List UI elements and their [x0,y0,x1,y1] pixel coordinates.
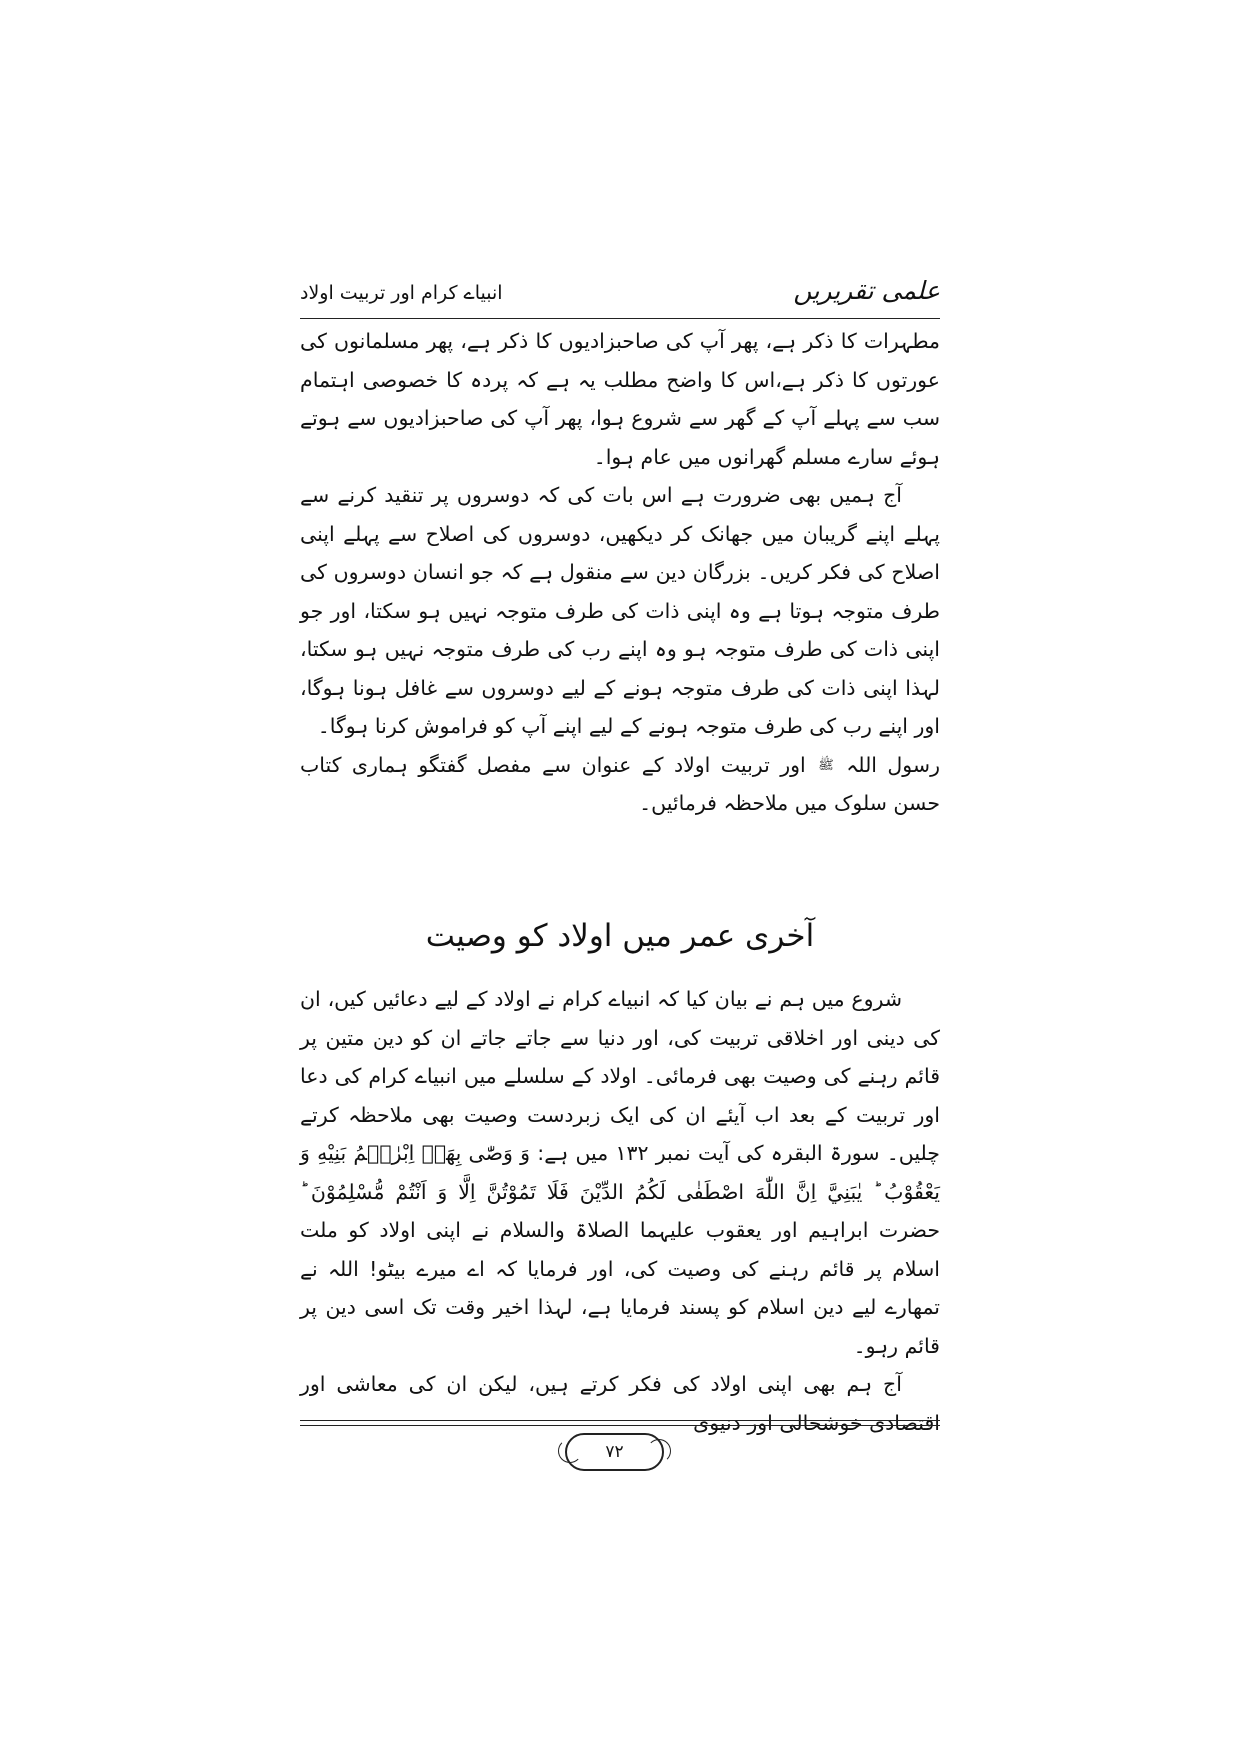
paragraph-text: اور تربیت اولاد کے عنوان سے مفصل گفتگو ہماری کتاب حسن سلوک میں ملاحظہ فرمائیں۔ [300,752,940,815]
footer-rules [300,1420,940,1430]
paragraph-text: رسول اللہ [846,752,940,777]
paragraph-text: حضرت ابراہیم اور یعقوب علیہما الصلاۃ والسلام نے اپنی اولاد کو ملت اسلام پر قائم رہنے کی وصیت کی، اور فرمایا کہ اے میرے بیٹو! اللہ نے تمھارے لیے دین اسلام کو پسند فرمایا ہے، لہذا اخیر وقت تک اسی دین پر قائم رہو۔ [300,1218,940,1358]
paragraph [300,746,940,823]
page-number: ۷۲ [605,1442,624,1462]
running-header [300,270,940,319]
paragraph-text: شروع میں ہم نے بیان کیا کہ انبیاے کرام نے اولاد کے لیے دعائیں کیں، ان کی دینی اور اخلاقی تربیت کی، اور دنیا سے جاتے جاتے ان کو دین متین پر قائم رہنے کی وصیت بھی فرمائی۔ اولاد کے سلسلے میں انبیاے کرام کی دعا اور تربیت کے بعد اب آیئے ان کی ایک زبردست وصیت بھی ملاحظہ کرتے چلیں۔ سورۃ البقرہ کی آیت نمبر ۱۳۲ میں ہے: [300,987,940,1165]
paragraph: مطہرات کا ذکر ہے، پھر آپ کی صاحبزادیوں کا ذکر ہے، پھر مسلمانوں کی عورتوں کا ذکر ہے،اس کا واضح مطلب یہ ہے کہ پردہ کا خصوصی اہتمام سب سے پہلے آپ کے گھر سے شروع ہوا، پھر آپ کی صاحبزادیوں سے ہوتے ہوئے سارے مسلم گھرانوں میں عام ہوا۔ [300,329,940,469]
paragraph [300,980,940,1365]
section-2-text [300,980,940,1442]
chapter-title: انبیاے کرام اور تربیت اولاد [300,282,503,304]
quran-verse: وَ وَصّٰى بِهَاۤ اِبْرٰهٖمُ بَنِيْهِ وَ يَعْقُوْبُ ؕ يٰبَنِيَّ اِنَّ اللّٰهَ اصْطَفٰى لَكُمُ الدِّيْنَ فَلَا تَمُوْتُنَّ اِلَّا وَ اَنْتُمْ مُّسْلِمُوْنَ ؕ [300,1141,940,1204]
page-number-badge [565,1433,664,1471]
salutation-glyph: ﷺ [818,758,834,773]
paragraph: آج ہم بھی اپنی اولاد کی فکر کرتے ہیں، لیکن ان کی معاشی اور اقتصادی خوشحالی اور دنیوی [300,1372,940,1435]
divider [300,1425,940,1426]
section-1-text [300,322,940,823]
paragraph: آج ہمیں بھی ضرورت ہے اس بات کی کہ دوسروں پر تنقید کرنے سے پہلے اپنے گریبان میں جھانک کر دیکھیں، دوسروں کی اصلاح سے پہلے اپنی اصلاح کی فکر کریں۔ بزرگان دین سے منقول ہے کہ جو انسان دوسروں کی طرف متوجہ ہوتا ہے وہ اپنی ذات کی طرف متوجہ نہیں ہو سکتا، اور جو اپنی ذات کی طرف متوجہ ہو وہ اپنے رب کی طرف متوجہ نہیں ہو سکتا، لہذا اپنی ذات کی طرف متوجہ ہونے کے لیے دوسروں سے غافل ہونا ہوگا، اور اپنے رب کی طرف متوجہ ہونے کے لیے اپنے آپ کو فراموش کرنا ہوگا۔ [300,483,940,738]
divider [300,1420,940,1421]
section-heading: آخری عمر میں اولاد کو وصیت [425,918,815,954]
book-title: علمی تقریریں [793,276,940,305]
